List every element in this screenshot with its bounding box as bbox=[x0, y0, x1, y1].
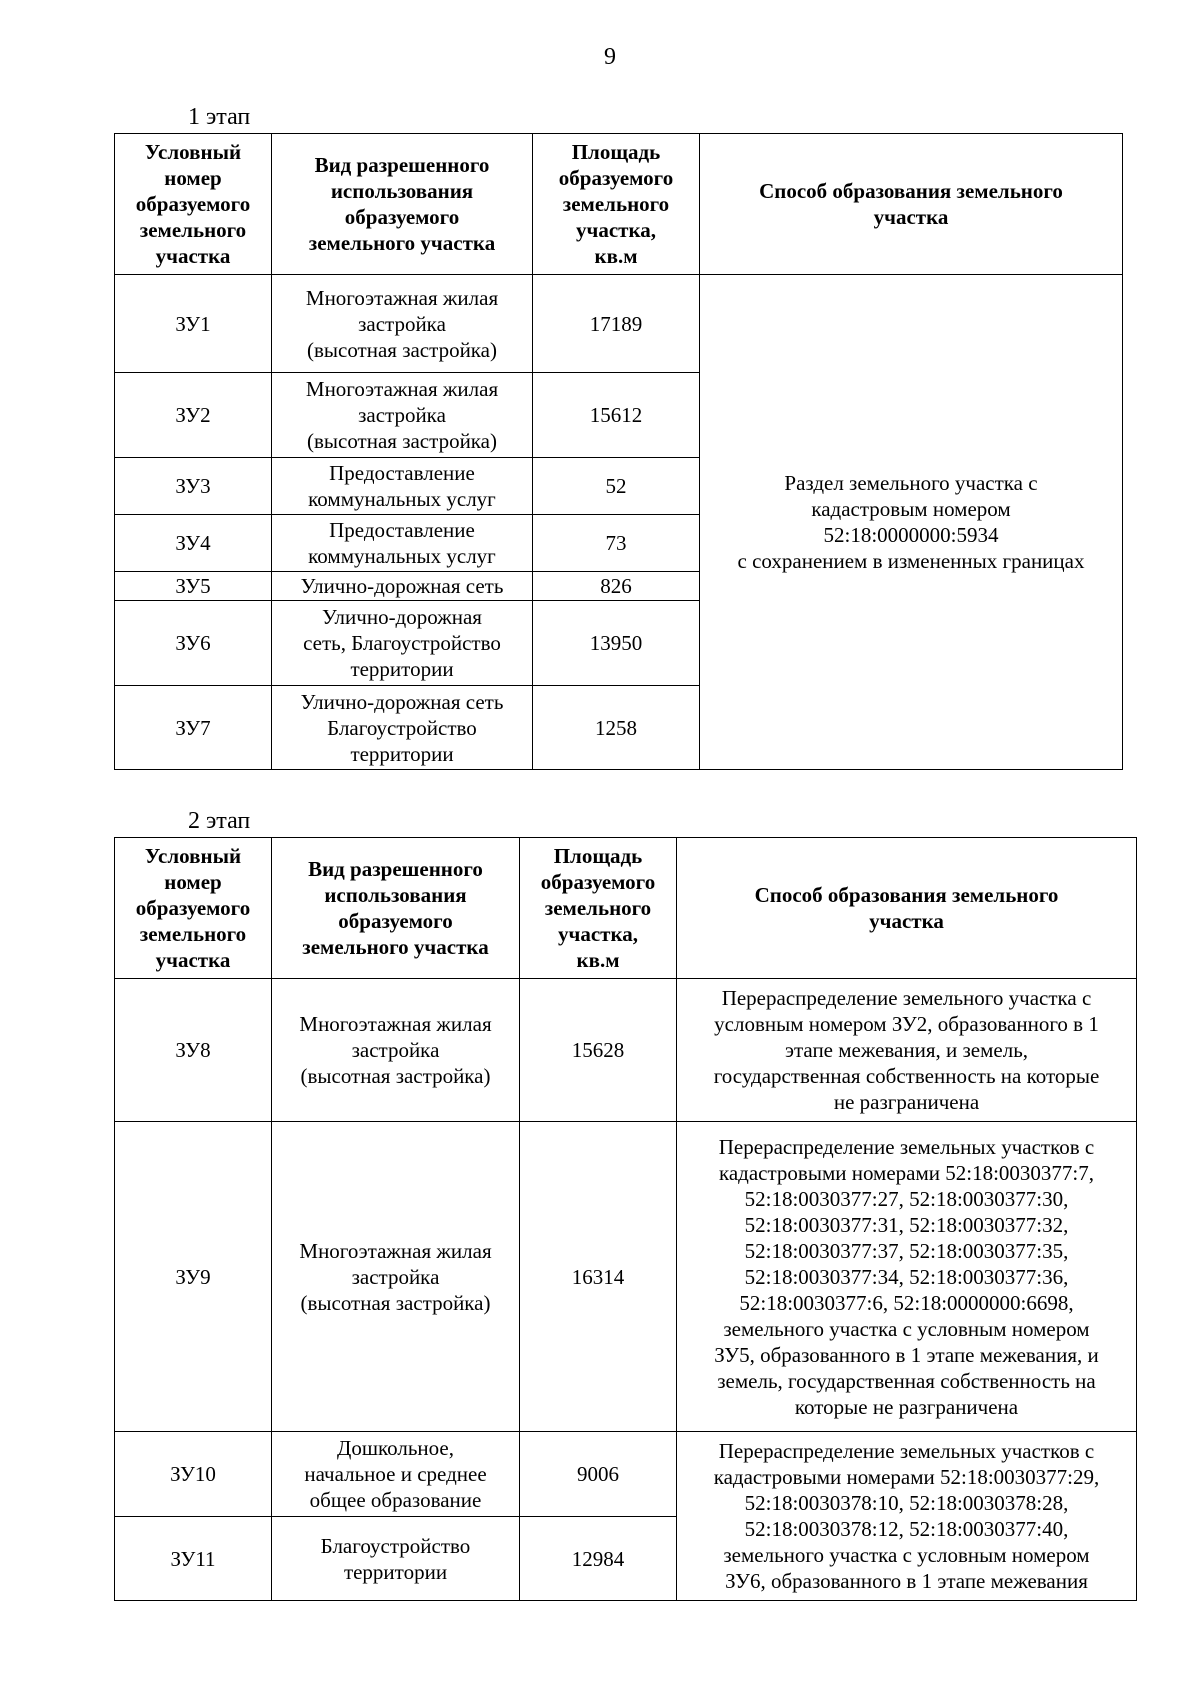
header-use: Вид разрешенного использования образуемого земельного участка bbox=[272, 838, 520, 979]
plot-number: ЗУ4 bbox=[115, 515, 272, 572]
plot-use: Предоставление коммунальных услуг bbox=[272, 515, 533, 572]
plot-number: ЗУ8 bbox=[115, 979, 272, 1122]
plot-area: 12984 bbox=[520, 1517, 677, 1601]
header-method: Способ образования земельного участка bbox=[677, 838, 1137, 979]
stage-2-title: 2 этап bbox=[188, 808, 251, 834]
stage-2-table bbox=[114, 837, 1137, 1601]
plot-number: ЗУ3 bbox=[115, 458, 272, 515]
table-row bbox=[115, 979, 1137, 1122]
plot-area: 13950 bbox=[533, 601, 700, 686]
header-area: Площадь образуемого земельного участка, кв.м bbox=[533, 134, 700, 275]
plot-method: Перераспределение земельного участка с условным номером ЗУ2, образованного в 1 этапе межевания, и земель, государственная собственность на которые не разграничена bbox=[677, 979, 1137, 1122]
stage-1-title: 1 этап bbox=[188, 104, 251, 130]
plot-number: ЗУ7 bbox=[115, 686, 272, 770]
plot-number: ЗУ1 bbox=[115, 275, 272, 373]
plot-method: Перераспределение земельных участков с кадастровыми номерами 52:18:0030377:7, 52:18:0030377:27, 52:18:0030377:30, 52:18:0030377:31, 52:18:0030377:32, 52:18:0030377:37, 52:18:0030377:35, 52:18:0030377:34, 52:18:0030377:36, 52:18:0030377:6, 52:18:0000000:6698, земельного участка с условным номером ЗУ5, образованного в 1 этапе межевания, и земель, государственная собственность на которые не разграничена bbox=[677, 1122, 1137, 1432]
plot-use: Улично-дорожная сеть bbox=[272, 572, 533, 601]
plot-use: Многоэтажная жилая застройка (высотная застройка) bbox=[272, 275, 533, 373]
table-row bbox=[115, 1432, 1137, 1517]
page-number: 9 bbox=[604, 44, 616, 70]
plot-area: 9006 bbox=[520, 1432, 677, 1517]
plot-method: Раздел земельного участка с кадастровым номером 52:18:0000000:5934 с сохранением в измененных границах bbox=[700, 275, 1123, 770]
plot-number: ЗУ10 bbox=[115, 1432, 272, 1517]
header-number: Условный номер образуемого земельного участка bbox=[115, 838, 272, 979]
plot-area: 73 bbox=[533, 515, 700, 572]
plot-area: 17189 bbox=[533, 275, 700, 373]
plot-use: Улично-дорожная сеть, Благоустройство территории bbox=[272, 601, 533, 686]
table-row bbox=[115, 1122, 1137, 1432]
plot-method: Перераспределение земельных участков с кадастровыми номерами 52:18:0030377:29, 52:18:0030378:10, 52:18:0030378:28, 52:18:0030378:12, 52:18:0030377:40, земельного участка с условным номером ЗУ6, образованного в 1 этапе межевания bbox=[677, 1432, 1137, 1601]
plot-number: ЗУ2 bbox=[115, 373, 272, 458]
table-row bbox=[115, 275, 1123, 373]
plot-area: 16314 bbox=[520, 1122, 677, 1432]
plot-number: ЗУ9 bbox=[115, 1122, 272, 1432]
plot-use: Предоставление коммунальных услуг bbox=[272, 458, 533, 515]
table-header-row bbox=[115, 838, 1137, 979]
plot-number: ЗУ11 bbox=[115, 1517, 272, 1601]
plot-use: Дошкольное, начальное и среднее общее образование bbox=[272, 1432, 520, 1517]
plot-number: ЗУ5 bbox=[115, 572, 272, 601]
plot-area: 1258 bbox=[533, 686, 700, 770]
plot-use: Улично-дорожная сеть Благоустройство территории bbox=[272, 686, 533, 770]
plot-use: Многоэтажная жилая застройка (высотная застройка) bbox=[272, 979, 520, 1122]
header-number: Условный номер образуемого земельного участка bbox=[115, 134, 272, 275]
table-header-row bbox=[115, 134, 1123, 275]
header-use: Вид разрешенного использования образуемого земельного участка bbox=[272, 134, 533, 275]
plot-use: Многоэтажная жилая застройка (высотная застройка) bbox=[272, 373, 533, 458]
plot-area: 826 bbox=[533, 572, 700, 601]
plot-area: 15612 bbox=[533, 373, 700, 458]
plot-area: 52 bbox=[533, 458, 700, 515]
plot-use: Многоэтажная жилая застройка (высотная застройка) bbox=[272, 1122, 520, 1432]
header-area: Площадь образуемого земельного участка, кв.м bbox=[520, 838, 677, 979]
plot-use: Благоустройство территории bbox=[272, 1517, 520, 1601]
plot-area: 15628 bbox=[520, 979, 677, 1122]
header-method: Способ образования земельного участка bbox=[700, 134, 1123, 275]
plot-number: ЗУ6 bbox=[115, 601, 272, 686]
stage-1-table bbox=[114, 133, 1123, 770]
